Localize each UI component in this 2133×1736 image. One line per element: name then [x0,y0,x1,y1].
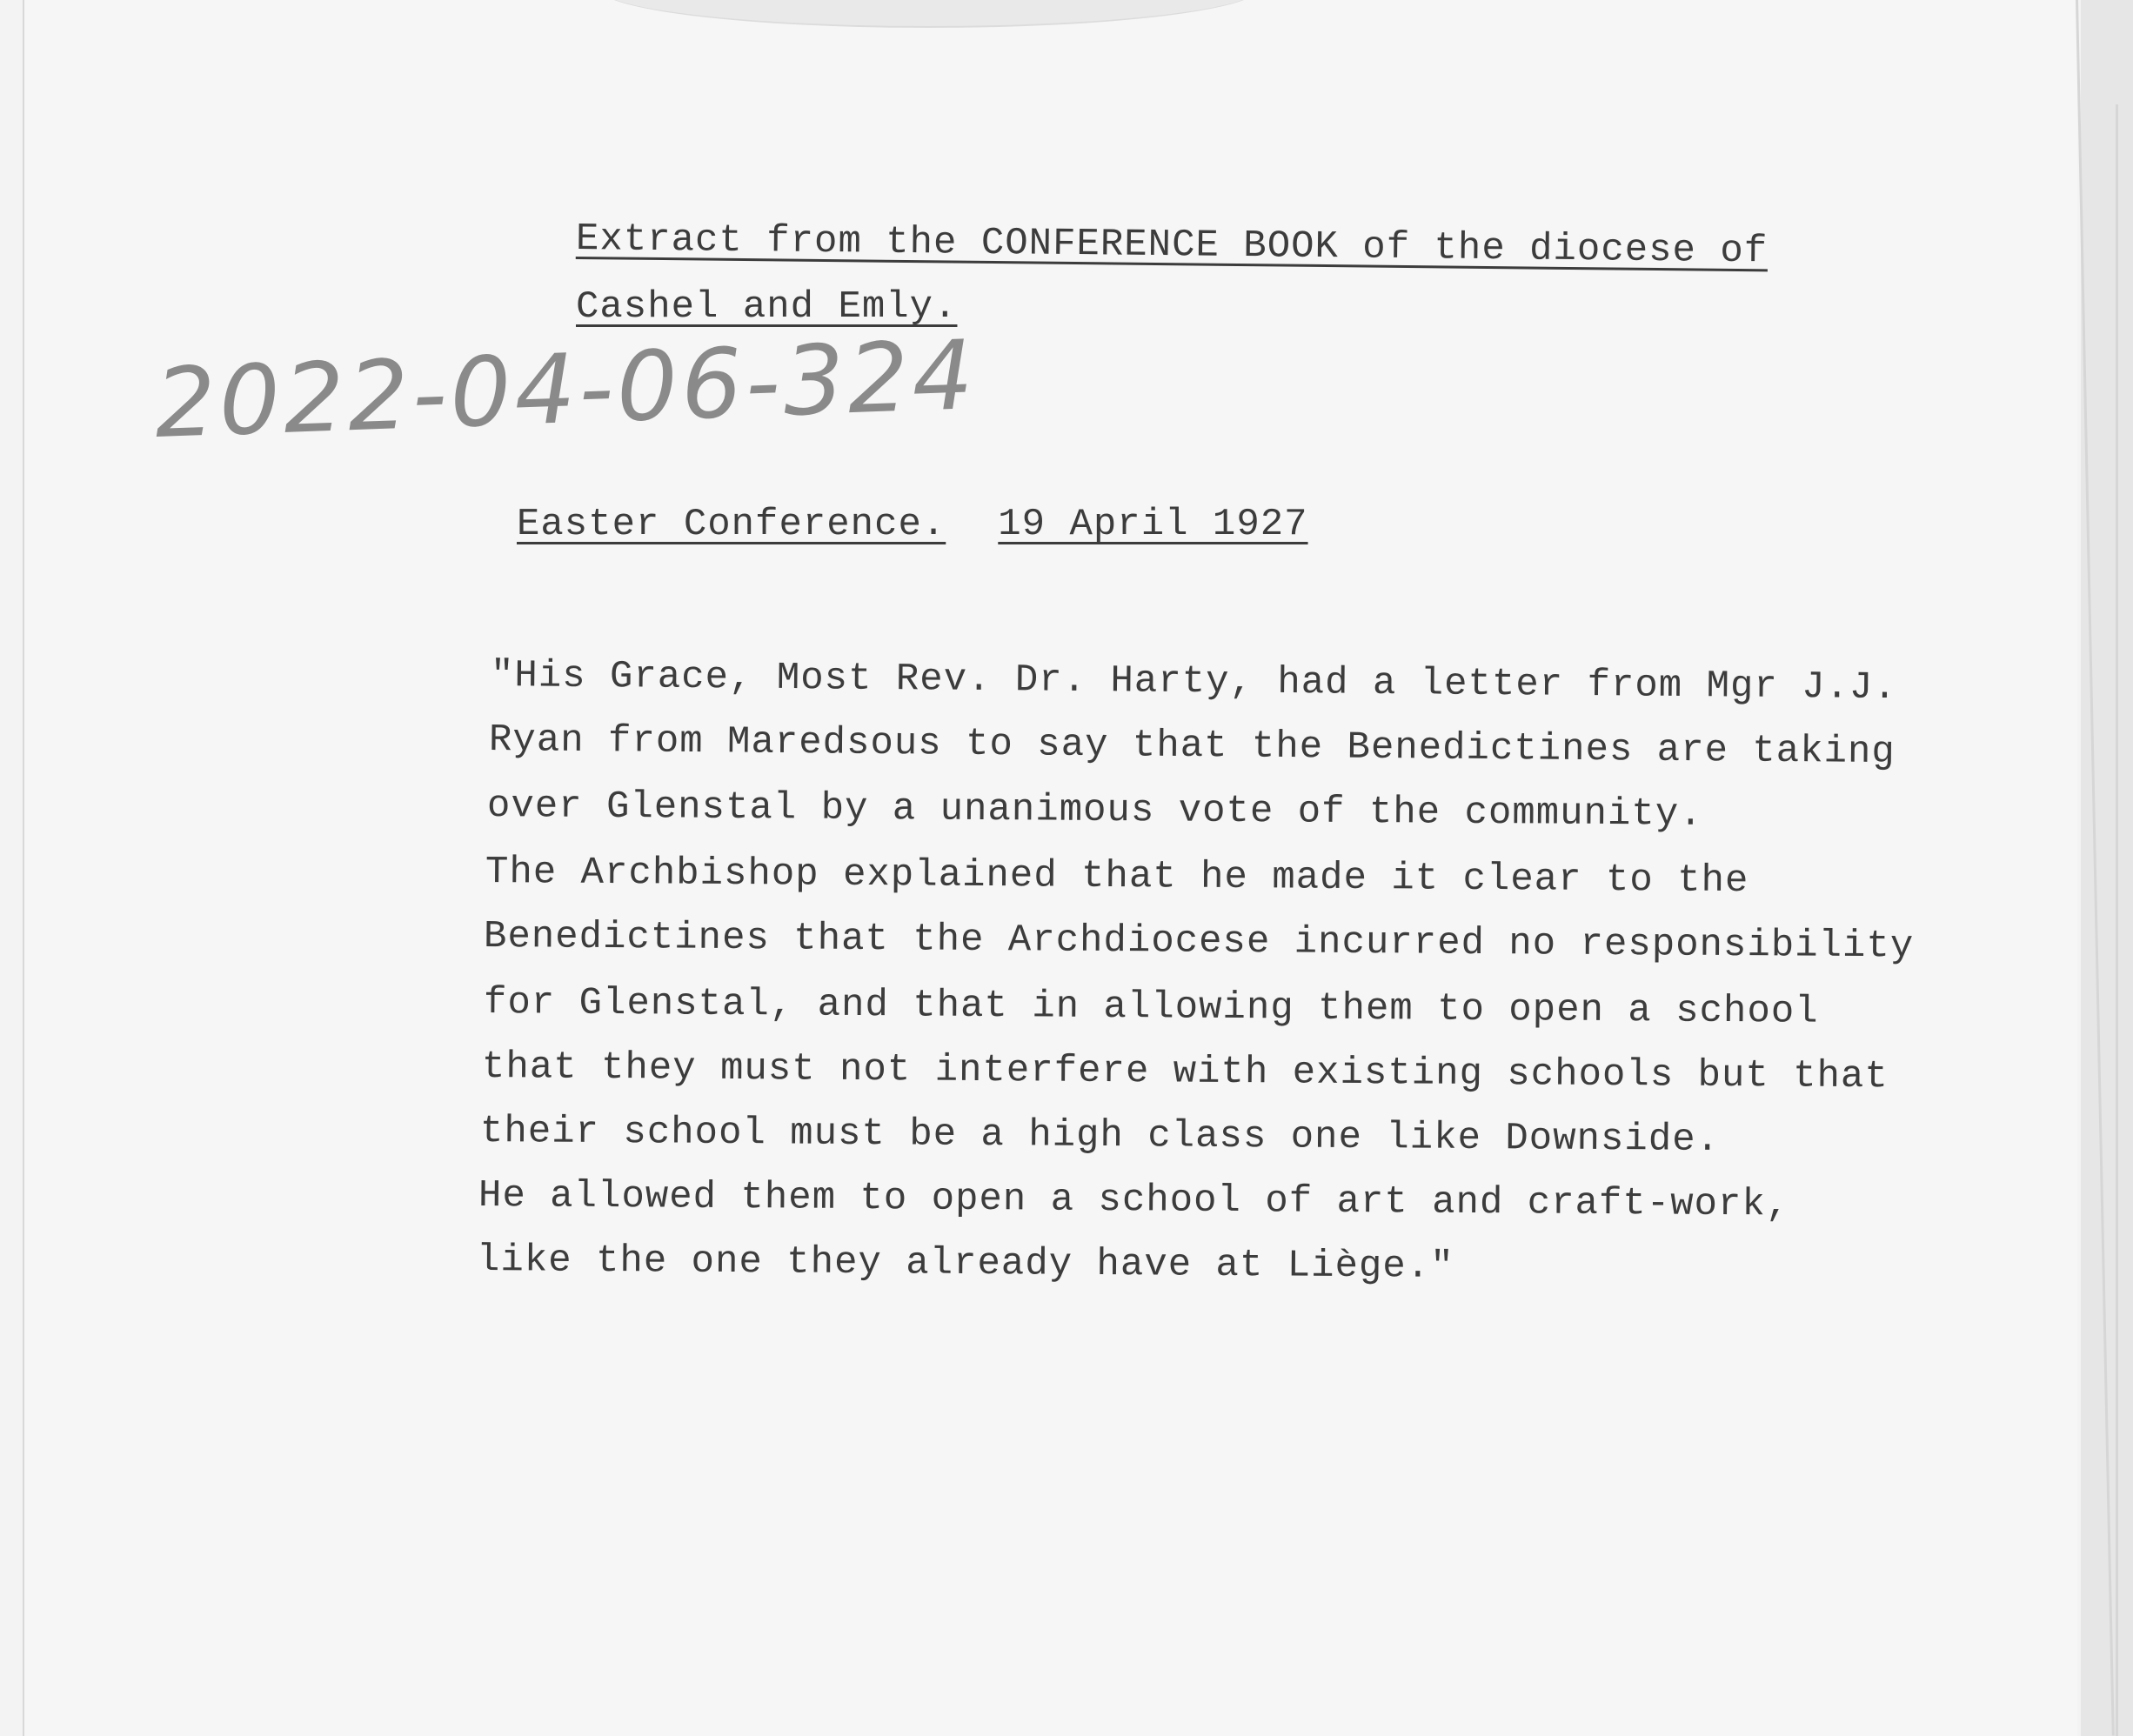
heading-line-2: Cashel and Emly. [576,285,958,329]
body-line-6: for Glenstal, and that in allowing them to open a school [483,981,1819,1034]
body-line-2: Ryan from Maredsous to say that the Benedictines are taking [488,718,1896,775]
body-line-9: He allowed them to open a school of art and craft-work, [478,1174,1790,1227]
handwritten-reference-number: 2022-04-06-324 [152,319,979,459]
paper-curl [598,0,1260,28]
body-line-5: Benedictines that the Archdiocese incurred no responsibility [483,915,1915,969]
heading-line-1: Extract from the CONFERENCE BOOK of the diocese of [575,217,1769,274]
body-line-4: The Archbishop explained that he made it clear to the [485,851,1749,904]
conference-heading [517,503,1308,546]
body-line-8: their school must be a high class one like Downside. [479,1110,1721,1162]
body-line-7: that they must not interfere with existing schools but that [481,1045,1889,1099]
page-edge-line [2116,104,2118,1736]
conference-date: 19 April 1927 [998,503,1308,546]
body-line-10: like the one they already have at Liège." [476,1239,1454,1289]
body-line-1: "His Grace, Most Rev. Dr. Harty, had a letter from Mgr J.J. [490,654,1898,711]
conference-title: Easter Conference. [517,503,946,546]
body-line-3: over Glenstal by a unanimous vote of the community. [486,785,1703,837]
